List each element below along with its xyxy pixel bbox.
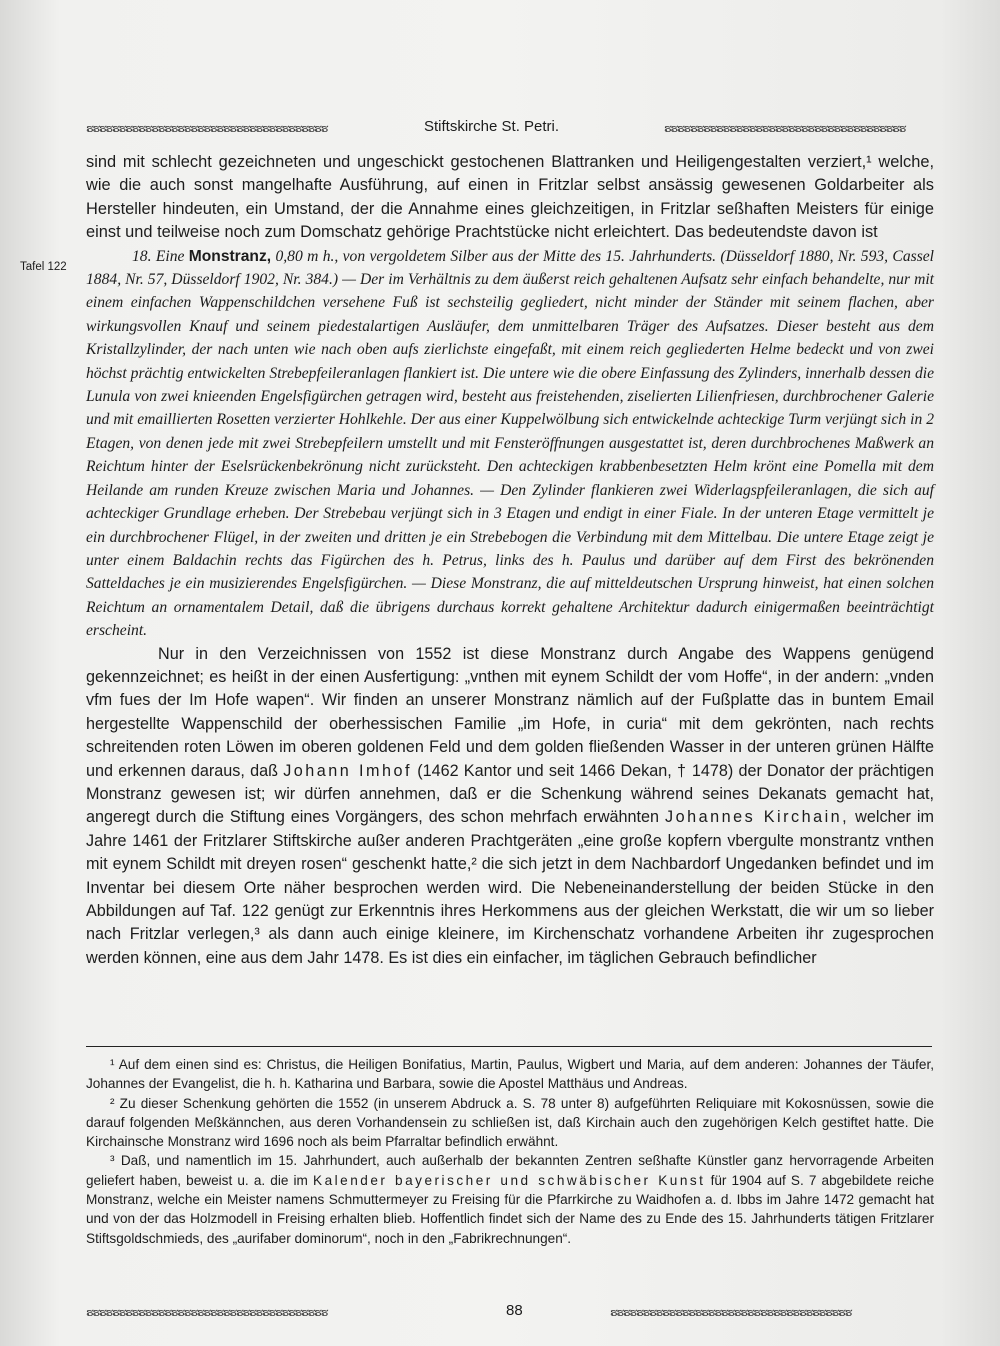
page-footer (86, 1302, 936, 1324)
intro-paragraph: sind mit schlecht gezeichneten und ungeschickt gestochenen Blattranken und Heiligengestalten verziert,¹ welche, wie die auch sonst mangelhafte Ausführung, auf einen in Fritzlar selbst ansässig gewesenen Goldarbeiter als Hersteller hindeuten, ein Umstand, der die Annahme eines gleichzeitigen, in Fritzlar seßhaften Meisters für einige einst und teilweise noch zum Domschatz gehörige Prachtstücke nicht erleichtert. Das bedeutendste davon ist (86, 153, 934, 242)
page-header (86, 118, 930, 140)
person-name-kirchain: Johannes Kirchain, (665, 808, 850, 827)
footnote-3: ³ Daß, und namentlich im 15. Jahrhundert, auch außerhalb der bekannten Zentren seßhafte Künstler ganz hervorragende Arbeiten geliefert haben, beweist u. a. die im Kalender bayerischer und schwäbischer Kunst für 1904 auf S. 7 abgebildete reiche Monstranz, welche ein Meister namens Schmuttermeyer zu Freising für die Pfarrkirche zu Waidhofen a. d. Ibbs im Jahre 1472 gemacht hat und von der das Holzmodell in Freising erhalten blieb. Hoffentlich findet sich der Name des zu Ende des 15. Jahrhunderts tätigen Fritzlarer Stiftsgoldschmieds, des „aurifaber dominorum“, noch in den „Fabrikrechnungen“. (86, 1153, 934, 1246)
footnote-2: ² Zu dieser Schenkung gehörten die 1552 (in unserem Abdruck a. S. 78 unter 8) aufgeführten Reliquiare mit Kokosnüssen, sowie die darauf folgenden Meßkännchen, aus deren Vorhandensein zu schließen ist, daß Kirchain auch den zugehörigen Kelch gestiftet hatte. Die Kirchainsche Monstranz wird 1696 noch als beim Pfarraltar befindlich erwähnt. (86, 1095, 934, 1150)
ornament-border-right: ຮຮຮຮຮຮຮຮຮຮຮຮຮຮຮຮຮຮຮຮຮຮຮຮຮຮຮຮຮຮຮຮຮຮຮຮຮ (664, 122, 906, 135)
catalogue-entry (86, 245, 934, 643)
person-name-imhof: Johann Imhof (283, 761, 412, 780)
body-paragraph: Nur in den Verzeichnissen von 1552 ist diese Monstranz durch Angabe des Wappens genügend gekennzeichnet; es heißt in der einen Ausfertigung: „vnthen mit eynem Schildt der vom Hoffe“, in der andern: „vnden vfm fues der Im Hofe wapen“. Wir finden an unserer Monstranz nämlich auf der Fußplatte das in buntem Email hergestellte Wappenschild der oberhessischen Familie „im Hofe, in curia“ mit dem gekrönten, nach rechts schreitenden roten Löwen im oberen goldenen Feld und dem golden fließenden Wasser in der unteren grünen Hälfte und erkennen daraus, daß Johann Imhof (1462 Kantor und seit 1466 Dekan, † 1478) der Donator der prächtigen Monstranz gewesen ist; wir dürfen annehmen, daß er die Schenkung während seines Dekanats gemacht hat, angeregt durch die Stiftung eines Vorgängers, des schon mehrfach erwähnten Johannes Kirchain, welcher im Jahre 1461 der Fritzlarer Stiftskirche außer anderen Prachtgeräten „eine große kopfern vbergulte monstrantz vnthen mit eynem Schildt mit dreyen rosen“ geschenkt hatte,² die sich jetzt in dem Nachbardorf Ungedanken befindet und im Inventar bei diesem Orte näher besprochen werden wird. Die Nebeneinanderstellung der beiden Stücke in den Abbildungen auf Taf. 122 genügt zur Erkenntnis ihres Herkommens aus der gleichen Werkstatt, die wir um so lieber nach Fritzlar verlegen,³ als dann auch einige kleinere, im Kirchenschatz vorhandene Arbeiten ihr zugesprochen werden können, eine aus dem Jahr 1478. Es ist dies ein einfacher, im täglichen Gebrauch befindlicher (86, 644, 935, 967)
main-text (86, 151, 934, 970)
ornament-border-left: ຮຮຮຮຮຮຮຮຮຮຮຮຮຮຮຮຮຮຮຮຮຮຮຮຮຮຮຮຮຮຮຮຮຮຮຮຮ (86, 1306, 328, 1319)
footnote-1: ¹ Auf dem einen sind es: Christus, die Heiligen Bonifatius, Martin, Paulus, Wigbert und Maria, auf dem anderen: Johannes der Täufer, Johannes der Evangelist, die h. h. Katharina und Barbara, sowie die Apostel Matthäus und Andreas. (86, 1057, 934, 1092)
running-head: Stiftskirche St. Petri. (424, 118, 560, 135)
ornament-border-right: ຮຮຮຮຮຮຮຮຮຮຮຮຮຮຮຮຮຮຮຮຮຮຮຮຮຮຮຮຮຮຮຮຮຮຮຮຮ (610, 1306, 852, 1319)
catalogue-title: Monstranz, (188, 247, 272, 265)
page-number: 88 (506, 1302, 523, 1319)
footnote-rule (86, 1046, 932, 1047)
ornament-border-left: ຮຮຮຮຮຮຮຮຮຮຮຮຮຮຮຮຮຮຮຮຮຮຮຮຮຮຮຮຮຮຮຮຮຮຮຮຮ (86, 122, 328, 135)
catalogue-text: 0,80 m h., von vergoldetem Silber aus der Mitte des 15. Jahrhunderts. (Düsseldorf 1880, Nr. 593, Cassel 1884, Nr. 57, Düsseldorf 1902, Nr. 384.) — Der im Verhältnis zu dem äußerst reich gehaltenen Aufsatz sehr einfach behandelte, nur mit einem einfachen Wappenschildchen versehene Fuß ist sechsteilig gegliedert, nicht minder der Ständer mit seinem flachen, aber wirkungsvollen Knauf und seinem piedestalartigen Ausläufer, dem unmittelbaren Träger des Aufsatzes. Dieser besteht aus dem Kristallzylinder, der nach unten wie nach oben aufs zierlichste eingefaßt, mit einem reich gegliederten Helme bedeckt und von zwei höchst prächtig entwickelten Strebepfeileranlagen flankiert ist. Die untere wie die obere Einfassung des Zylinders, innerhalb dessen die Lunula von zwei knieenden Engelsfigürchen getragen wird, besteht aus freistehenden, ziselierten Lilienfriesen, durchbrochener Galerie und mit emaillierten Rosetten verzierter Hohlkehle. Der aus einer Kuppelwölbung sich entwickelnde achteckige Turm verjüngt sich in 2 Etagen, von denen jede mit zwei Strebepfeilern umstellt und mit Fensteröffnungen ausgestattet ist, deren durchbrochenes Maßwerk an Reichtum hinter der Eselsrückenbekrönung nicht zurücksteht. Den achteckigen krabbenbesetzten Helm krönt eine Pomella mit dem Heilande am runden Kreuze zwischen Maria und Johannes. — Den Zylinder flankieren zwei Widerlagspfeileranlagen, die sich auf achteckiger Grundlage erheben. Der Strebebau verjüngt sich in 3 Etagen und endigt in einer Fiale. In der unteren Etage vermittelt je ein durchbrochener Flügel, in der zweiten und dritten je ein Strebebogen die Verbindung mit dem Mittelbau. Die untere Etage zeigt je unter einem Baldachin rechts das Figürchen des h. Petrus, links des h. Paulus und darüber auf dem First des bekrönenden Satteldaches je ein musizierendes Engelsfigürchen. — Diese Monstranz, die auf mitteldeutschen Ursprung hinweist, hat einen solchen Reichtum an ornamentalem Detail, daß die übrigens durchaus korrekt gehaltene Architektur dadurch einigermaßen beeinträchtigt erscheint. (86, 247, 935, 640)
footnotes (86, 1055, 934, 1248)
catalogue-number: 18. Eine (132, 247, 185, 265)
margin-note: Tafel 122 (20, 261, 67, 273)
spaced-title: Kalender bayerischer und schwäbischer Kunst (313, 1172, 706, 1188)
